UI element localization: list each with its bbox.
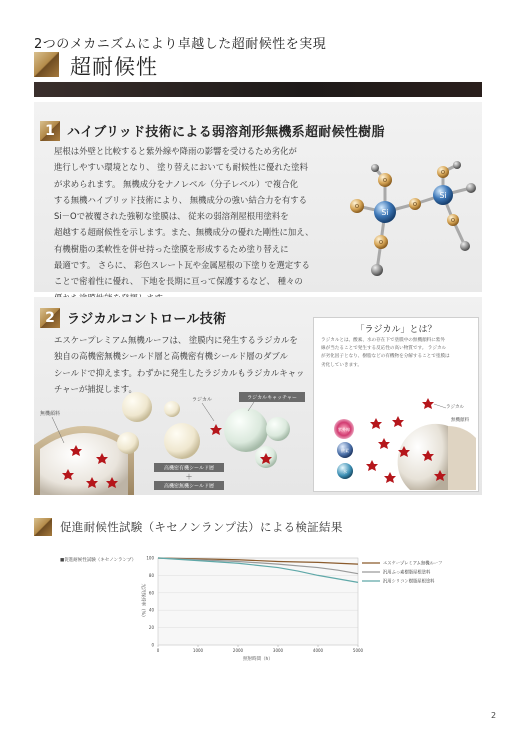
- radical-info-line: が劣化因子となり、樹脂などの有機物を分解することで塗膜は: [321, 354, 450, 360]
- radical-label: ラジカル: [192, 397, 213, 403]
- chart-section-title: 促進耐候性試験（キセノンランプ法）による検証結果: [60, 520, 343, 534]
- legend-label: 汎用シリコン樹脂屋根塗料: [383, 579, 435, 585]
- gold-square-icon: [34, 518, 52, 536]
- section-1-line: 超越する超耐候性を示します。また、無機成分の優れた剛性に加え、: [54, 227, 314, 238]
- radical-control-diagram: [34, 385, 309, 495]
- o-label: O: [379, 240, 383, 246]
- x-tick-label: 1000: [192, 648, 204, 653]
- radical-info-box: [313, 317, 479, 492]
- o-label: O: [451, 218, 455, 224]
- si-label: Si: [381, 208, 389, 217]
- section-1-line: 有機樹脂の柔軟性を併せ持った塗膜を形成するため塗り替えに: [54, 243, 289, 254]
- si-o-molecule-illustration: [335, 160, 483, 290]
- section-1-line: が求められます。 無機成分をナノレベル（分子レベル）で複合化: [54, 178, 298, 189]
- y-tick-label: 0: [151, 642, 154, 648]
- y-axis-label: 光沢保持率（%）: [140, 583, 145, 620]
- x-tick-label: 5000: [352, 648, 364, 653]
- pigment-label: 無機顔料: [451, 418, 469, 423]
- section-2-line: エスケープレミアム無機ルーフは、 塗膜内に発生するラジカルを: [54, 335, 298, 345]
- title-divider-bar: [34, 82, 482, 97]
- radical-info-line: ラジカルとは、酸素、水の存在下で塗膜中の無機顔料に紫外: [321, 338, 446, 343]
- radical-label: ラジカル: [446, 405, 464, 410]
- section-1-number: 1: [40, 121, 60, 141]
- section-1-line: ことで密着性に優れ、 下地を長期に亘って保護するなど、 種々の: [54, 276, 303, 287]
- o-label: O: [383, 178, 387, 184]
- radical-generation-illustration: [318, 386, 476, 490]
- radical-info-text: [321, 337, 474, 370]
- section-1-line: する無機ハイブリッド技術により、 無機成分の強い結合力を有する: [54, 194, 307, 205]
- section-2-line: シールドで抑えます。わずかに発生したラジカルもラジカルキャッ: [54, 367, 305, 378]
- legend-label: 汎用ふっ素樹脂屋根塗料: [383, 570, 431, 576]
- water-label: 水: [343, 469, 347, 474]
- section-1-line: Si－Oで被覆された強靭な塗膜は、 従来の弱溶剤屋根用塗料を: [54, 211, 289, 222]
- x-tick-label: 2000: [232, 648, 244, 653]
- oxygen-label: 酸素: [341, 448, 349, 453]
- radical-info-line: 線が当たることで発生する反応性の高い物質です。 ラジカル: [321, 346, 447, 352]
- section-1-line: 最適です。 さらに、 彩色スレート瓦や金属屋根の下塗りを選定する: [54, 260, 310, 271]
- weathering-test-chart: [40, 548, 480, 663]
- o-label: O: [413, 202, 417, 208]
- section-2-line: 独自の高機密無機シールド層と高機密有機シールド層のダブル: [54, 351, 288, 362]
- x-tick-label: 3000: [272, 648, 284, 653]
- section-1-line: 進行しやすい環境となり、 塗り替えにおいても耐候性に優れた塗料: [54, 162, 308, 173]
- title-block: [34, 52, 482, 82]
- section-1-title: ハイブリッド技術による弱溶剤形無機系超耐候性樹脂: [67, 125, 385, 140]
- page-subtitle: 2つのメカニズムにより卓越した超耐候性を実現: [34, 37, 327, 52]
- page-title: 超耐候性: [70, 55, 158, 79]
- section-1-body: [54, 143, 313, 306]
- chart-title: ■促進耐候性試験（キセノンランプ）: [60, 558, 137, 563]
- inorganic-pigment-label: 無機顔料: [40, 411, 61, 417]
- section-1-line: 屋根は外壁と比較すると紫外線や降雨の影響を受けるため劣化が: [54, 146, 297, 156]
- inorganic-shield-label: 高機密無機シールド層: [164, 483, 214, 490]
- page-number: 2: [491, 711, 497, 720]
- x-tick-label: 0: [156, 648, 160, 653]
- y-tick-label: 20: [148, 625, 154, 631]
- si-label: Si: [439, 191, 447, 200]
- o-label: O: [355, 204, 359, 210]
- radical-info-title: 「ラジカル」とは？: [355, 325, 437, 335]
- section-2-line: チャーが捕捉します。: [54, 383, 137, 394]
- section-2-title: ラジカルコントロール技術: [67, 312, 227, 327]
- o-label: O: [441, 170, 445, 176]
- organic-shield-label: 高機密有機シールド層: [164, 465, 214, 472]
- section-2-number: 2: [40, 308, 60, 328]
- y-tick-label: 100: [146, 555, 154, 561]
- plus-sign: ＋: [185, 473, 193, 481]
- plot-area: [158, 558, 358, 645]
- x-tick-label: 4000: [312, 648, 324, 653]
- y-tick-label: 40: [148, 607, 154, 613]
- y-tick-label: 80: [148, 572, 154, 578]
- radical-info-line: 劣化していきます。: [321, 362, 362, 368]
- gold-square-icon: [34, 52, 59, 77]
- uv-label: 紫外線: [338, 427, 350, 432]
- radical-catcher-label: ラジカルキャッチャー: [247, 395, 297, 401]
- y-tick-label: 60: [148, 590, 154, 596]
- x-axis-label: 照射時間（h）: [243, 657, 273, 662]
- legend-label: エスケープレミアム無機ルーフ: [383, 561, 443, 567]
